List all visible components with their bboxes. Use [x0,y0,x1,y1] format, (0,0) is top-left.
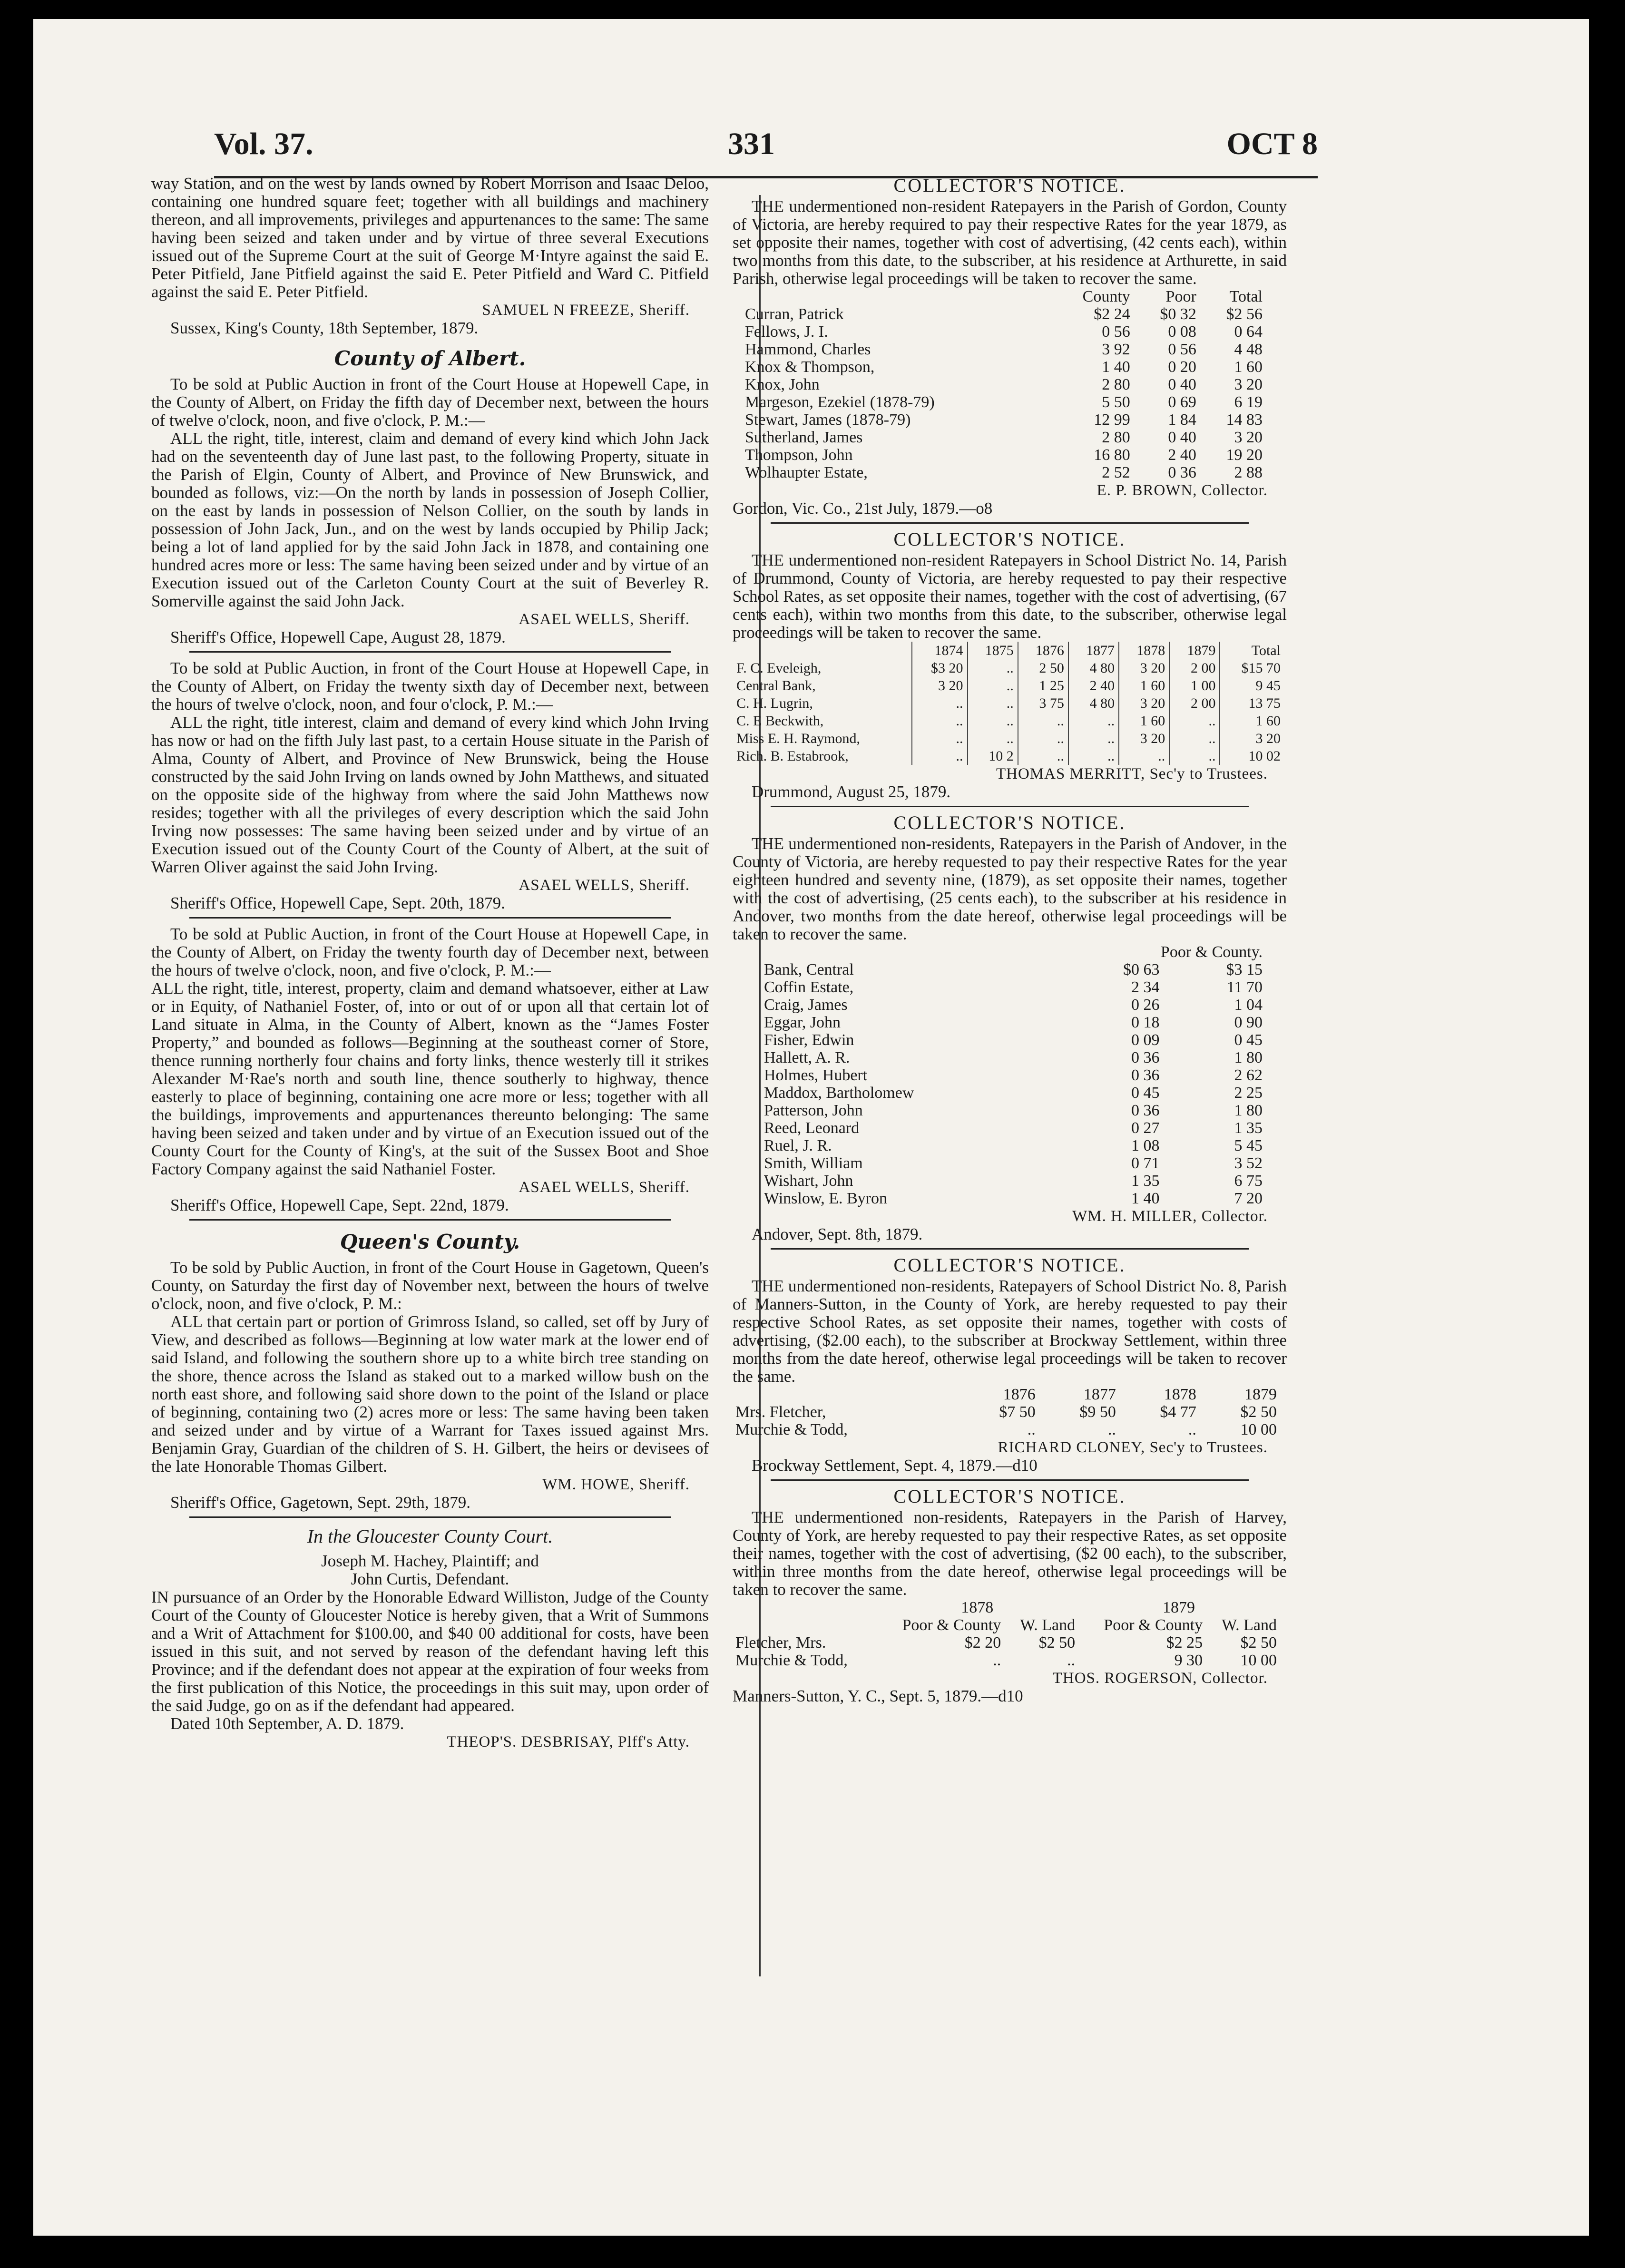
table-row [733,677,1284,694]
table-row [761,1014,1265,1031]
albert-notice-1-signature: ASAEL WELLS, Sheriff. [519,611,690,628]
table-cell: 1 25 [1018,677,1068,694]
table-row [733,694,1284,712]
table-cell: 0 36 [1131,1102,1160,1119]
table-cell: 2 40 [1068,677,1119,694]
table-cell: 4 48 [1234,341,1263,358]
ratepayer-name: Wishart, John [764,1172,853,1190]
table-cell: 1 04 [1234,996,1263,1014]
table-cell: 2 25 [1234,1084,1263,1102]
table-cell: 0 90 [1234,1014,1263,1031]
ratepayer-name: F. C. Eveleigh, [736,660,822,676]
table-cell: $3 20 [912,659,967,677]
table-cell: 1 60 [1220,712,1284,730]
albert-notice-2-place: Sheriff's Office, Hopewell Cape, Sept. 20th, 1879. [170,894,505,912]
page-header [214,126,1318,171]
collector-notice-3-body: THE undermentioned non-residents, Ratepayers in the Parish of Andover, in the County of Victoria, are hereby requested to pay their respective Rates for the year eighteen hundred and seventy nine, (1879), as set opposite their names, together with the cost of advertising, (25 cents each), to the subscriber at his residence in Andover, two months from the date hereof, otherwise legal proceedings will be taken to recover the same. [733,834,1287,943]
ratepayer-name: Knox, John [745,376,820,393]
collector-notice-3-title: COLLECTOR'S NOTICE. [893,812,1126,833]
table-row [761,1031,1265,1049]
table-cell: $4 77 [1160,1403,1196,1421]
table-cell: $15 70 [1220,659,1284,677]
table-header-row [733,1386,1280,1403]
table-cell: 2 00 [1169,694,1220,712]
table-cell: .. [1018,730,1068,747]
table-cell: .. [968,677,1018,694]
table-cell: .. [1169,747,1220,765]
table-cell: $3 15 [1226,961,1263,978]
table-cell: 1 08 [1131,1137,1160,1154]
table-cell: .. [1107,1421,1116,1438]
table-cell: 0 08 [1168,323,1196,341]
ratepayer-name: Maddox, Bartholomew [764,1084,914,1102]
table-row [742,429,1265,446]
table-cell: 2 80 [1102,429,1130,446]
albert-notice-1-place: Sheriff's Office, Hopewell Cape, August 28, 1879. [170,628,506,646]
separator-rule [189,651,671,653]
table-row [742,358,1265,376]
separator-rule [771,522,1249,524]
table-cell: 0 40 [1168,429,1196,446]
collector-notice-4-body: THE undermentioned non-residents, Ratepayers of School District No. 8, Parish of Manners-Sutton, in the County of York, are hereby requested to pay their respective School Rates, as set opposite their names, together with costs of advertising, ($2.00 each), to the subscriber at Brockway Settlement, within three months from the date hereof, otherwise legal proceedings will be taken to recover the same. [733,1277,1287,1386]
table-cell: 3 75 [1018,694,1068,712]
table-cell: 0 64 [1234,323,1263,341]
table-cell: 9 30 [1174,1652,1203,1669]
queens-notice-body: ALL that certain part or portion of Grimross Island, so called, set off by Jury of View, and described as follows—Beginning at low water mark at the lower end of said Island, and following the southern shore up to a white birch tree standing on the shore, thence across the Island as staked out to a marked willow bush on the north east shore, and following said shore down to the point of the Island or place of beginning, containing two (2) acres more or less: The same having been taken and seized under and by virtue of a Warrant for Taxes issued against Mrs. Benjamin Gray, Guardian of the children of S. H. Gilbert, the heirs or devisees of the late Honorable Thomas Gilbert. [151,1312,709,1476]
table-cell: 0 09 [1131,1031,1160,1049]
drummond-rates-table [733,642,1284,765]
year-header: 1878 [961,1599,994,1616]
table-cell: 2 62 [1234,1066,1263,1084]
table-cell: .. [968,694,1018,712]
ratepayer-name: Fellows, J. I. [745,323,828,341]
table-cell: $2 50 [1038,1634,1076,1652]
ratepayer-name: Thompson, John [745,446,853,464]
table-cell: 6 19 [1234,393,1263,411]
table-header-row [761,943,1265,961]
table-cell: 5 50 [1102,393,1130,411]
table-cell: 3 20 [1234,429,1263,446]
table-row [742,446,1265,464]
table-cell: 4 80 [1068,694,1119,712]
ratepayer-name: Rich. B. Estabrook, [736,748,849,764]
table-cell: 9 45 [1220,677,1284,694]
collector-notice-3-place: Andover, Sept. 8th, 1879. [752,1225,923,1243]
table-row [733,659,1284,677]
table-cell: .. [993,1652,1001,1669]
table-cell: 10 2 [968,747,1018,765]
ratepayer-name: Holmes, Hubert [764,1066,868,1084]
table-cell: 3 20 [1119,694,1169,712]
table-cell: 3 20 [1119,659,1169,677]
ratepayer-name: Murchie & Todd, [735,1652,848,1669]
court-defendant: John Curtis, Defendant. [351,1570,509,1588]
table-row [742,305,1265,323]
albert-notice-3-signature: ASAEL WELLS, Sheriff. [519,1179,690,1196]
column-header: 1875 [968,642,1018,659]
collector-notice-2-signature: THOMAS MERRITT, Sec'y to Trustees. [996,765,1268,782]
table-year-row [733,1599,1280,1616]
table-cell: 13 75 [1220,694,1284,712]
table-cell: 1 40 [1131,1190,1160,1207]
albert-notice-2-body: ALL the right, title interest, claim and demand of every kind which John Irving has now or had on the fifth July last past, to a certain House situate in the Parish of Alma, County of Albert, and Province of New Brunswick, being the House constructed by the said John Irving on lands owned by John Matthews, and situated on the opposite side of the highway from where the said John Matthews now resides; together with all the privileges of every description which the said John Irving now possesses: The same having been seized under and by virtue of an Execution issued out of the County Court of the County of Albert, at the suit of Warren Oliver against the said John Irving. [151,713,709,876]
collector-notice-1-body: THE undermentioned non-resident Ratepayers in the Parish of Gordon, County of Victoria, are hereby required to pay their respective Rates for the year 1879, as set opposite their names, together with cost of advertising, (42 cents each), within two months from this date, to the subscriber, at his residence at Arthurette, in said Parish, otherwise legal proceedings will be taken to recover the same. [733,197,1287,288]
column-header: 1876 [1003,1386,1036,1403]
table-cell: .. [912,730,967,747]
court-plaintiff: Joseph M. Hachey, Plaintiff; and [321,1552,539,1570]
table-cell: .. [1018,747,1068,765]
collector-notice-2-body: THE undermentioned non-resident Ratepayers in School District No. 14, Parish of Drummond, County of Victoria, are hereby requested to pay their respective School Rates, as set opposite their names, together with the cost of advertising, (67 cents each), within two months from this date, to the subscriber, otherwise legal proceedings will be taken to recover the same. [733,551,1287,642]
separator-rule [771,806,1249,807]
table-cell: 0 45 [1234,1031,1263,1049]
ratepayer-name: Mrs. Fletcher, [735,1403,826,1421]
table-cell: 3 52 [1234,1154,1263,1172]
table-cell: 1 80 [1234,1102,1263,1119]
ratepayer-name: Curran, Patrick [745,305,844,323]
ratepayer-name: Bank, Central [764,961,854,978]
table-cell: .. [912,712,967,730]
table-cell: 19 20 [1226,446,1263,464]
table-cell: .. [1119,747,1169,765]
table-cell: 0 27 [1131,1119,1160,1137]
manners-sutton-rates-table [733,1386,1280,1438]
table-cell: 2 80 [1102,376,1130,393]
table-cell: 14 83 [1226,411,1263,429]
albert-notice-2-signature: ASAEL WELLS, Sheriff. [519,877,690,894]
table-row [761,1190,1265,1207]
table-cell: .. [1169,712,1220,730]
table-cell: 1 40 [1102,358,1130,376]
albert-notice-1-body: ALL the right, title, interest, claim and demand of every kind which John Jack had on the seventeenth day of June last past, to the following Property, situate in the Parish of Elgin, County of Albert, and Province of New Brunswick, and bounded as follows, viz:—On the north by lands in possession of Joseph Collier, on the east by lands in possession of Nelson Collier, on the south by lands in possession of John Jack, Jun., and on the west by lands occupied by Philip Jack; being a lot of land applied for by the said John Jack in 1878, and containing one hundred acres more or less: The same having been seized under and by virtue of an Execution issued out of the Carleton County Court at the suit of Beverley R. Somerville against the said John Jack. [151,429,709,610]
column-header: 1874 [912,642,967,659]
table-cell: $2 50 [1240,1634,1277,1652]
table-cell: $9 50 [1079,1403,1116,1421]
table-cell: 1 60 [1119,712,1169,730]
ratepayer-name: Coffin Estate, [764,978,854,996]
court-heading: In the Gloucester County Court. [307,1525,553,1547]
table-cell: $2 50 [1240,1403,1277,1421]
table-cell: .. [968,730,1018,747]
table-cell: 0 36 [1131,1049,1160,1066]
table-row [742,341,1265,358]
table-cell: .. [968,659,1018,677]
collector-notice-5-place: Manners-Sutton, Y. C., Sept. 5, 1879.—d10 [733,1687,1023,1705]
ratepayer-name: Fletcher, Mrs. [735,1634,826,1652]
table-cell: 4 80 [1068,659,1119,677]
column-header: 1877 [1068,642,1119,659]
table-row [761,961,1265,978]
column-header: 1879 [1244,1386,1277,1403]
table-cell: .. [1027,1421,1036,1438]
andover-rates-table [761,943,1265,1207]
table-row [733,1403,1280,1421]
table-cell: 7 20 [1234,1190,1263,1207]
collector-notice-5-signature: THOS. ROGERSON, Collector. [1052,1670,1268,1687]
collector-notice-3-signature: WM. H. MILLER, Collector. [1072,1208,1268,1225]
separator-rule [189,1219,671,1221]
ratepayer-name: Smith, William [764,1154,863,1172]
table-row [733,747,1284,765]
column-header: W. Land [1222,1616,1277,1634]
table-row [742,464,1265,481]
column-header: 1878 [1164,1386,1196,1403]
table-cell: 2 40 [1168,446,1196,464]
volume-number: Vol. 37. [214,127,313,161]
ratepayer-name: Fisher, Edwin [764,1031,854,1049]
table-cell: 5 45 [1234,1137,1263,1154]
column-header: 1878 [1119,642,1169,659]
table-cell: 0 18 [1131,1014,1160,1031]
table-cell: .. [1169,730,1220,747]
table-cell: 0 69 [1168,393,1196,411]
collector-notice-5-title: COLLECTOR'S NOTICE. [893,1486,1126,1507]
ratepayer-name: Miss E. H. Raymond, [736,731,861,746]
table-cell: 1 84 [1168,411,1196,429]
table-row [761,1154,1265,1172]
ratepayer-name: Reed, Leonard [764,1119,860,1137]
ratepayer-name: Hammond, Charles [745,341,871,358]
fragment-notice-text: way Station, and on the west by lands owned by Robert Morrison and Isaac Deloo, containing one hundred square feet; together with all buildings and machinery thereon, and all improvements, privileges and appurtenances to the same: The same having been seized and taken under and by virtue of three several Executions issued out of the Supreme Court at the suit of George M·Intyre against the said E. Peter Pitfield, Jane Pitfield against the said E. Peter Pitfield and Ward C. Pitfield against the said E. Peter Pitfield. [151,174,709,301]
table-header-row [733,642,1284,659]
table-cell: 2 34 [1131,978,1160,996]
table-cell: 3 20 [1234,376,1263,393]
table-cell: 2 00 [1169,659,1220,677]
table-cell: 11 70 [1226,978,1263,996]
table-cell: 1 60 [1119,677,1169,694]
table-cell: 0 56 [1102,323,1130,341]
collector-notice-2-title: COLLECTOR'S NOTICE. [893,528,1126,550]
table-cell: $2 20 [964,1634,1001,1652]
albert-notice-3-place: Sheriff's Office, Hopewell Cape, Sept. 22nd, 1879. [170,1196,509,1214]
gordon-rates-table [742,288,1265,481]
table-row [733,712,1284,730]
ratepayer-name: Craig, James [764,996,848,1014]
harvey-rates-table [733,1599,1280,1669]
ratepayer-name: Stewart, James (1878-79) [745,411,911,429]
table-cell: .. [912,694,967,712]
table-cell: .. [1067,1652,1076,1669]
table-cell: 1 80 [1234,1049,1263,1066]
table-cell: 6 75 [1234,1172,1263,1190]
table-row [742,323,1265,341]
table-row [742,411,1265,429]
table-row [761,1137,1265,1154]
table-cell: 1 60 [1234,358,1263,376]
table-cell: 0 45 [1131,1084,1160,1102]
table-cell: 0 36 [1131,1066,1160,1084]
table-cell: 3 20 [912,677,967,694]
separator-rule [189,917,671,919]
ratepayer-name: Patterson, John [764,1102,863,1119]
albert-notice-3-body: ALL the right, title, interest, property, claim and demand whatsoever, either at Law or in Equity, of Nathaniel Foster, of, into or out of or upon all that certain lot of Land situate in Alma, in the County of Albert, known as the “James Foster Property,” and bounded as follows—Beginning at the southeast corner of Store, thence running northerly four chains and forty links, thence westerly till it strikes Alexander M·Rae's north and south line, thence southerly to highway, thence easterly to place of beginning, containing one acre more or less; together with all the buildings, improvements and appurtenances thereunto belonging: The same having been seized and taken under and by virtue of an Execution issued out of the County Court for the County of King's, at the suit of the Sussex Boot and Shoe Factory Company against the said Nathaniel Foster. [151,979,709,1178]
right-column [733,175,1287,1705]
table-cell: 12 99 [1094,411,1130,429]
table-cell: .. [1188,1421,1196,1438]
collector-notice-4-place: Brockway Settlement, Sept. 4, 1879.—d10 [752,1456,1038,1475]
column-header: Total [1229,288,1263,305]
ratepayer-name: Wolhaupter Estate, [745,464,868,481]
table-cell: 0 20 [1168,358,1196,376]
table-row [761,1084,1265,1102]
table-cell: $7 50 [999,1403,1036,1421]
column-header: 1876 [1018,642,1068,659]
column-header: 1879 [1169,642,1220,659]
table-cell: 2 88 [1234,464,1263,481]
year-header: 1879 [1163,1599,1195,1616]
table-cell: .. [1068,747,1119,765]
queens-notice-signature: WM. HOWE, Sheriff. [542,1476,690,1493]
table-row [761,1119,1265,1137]
table-cell: .. [1018,712,1068,730]
table-cell: 0 36 [1168,464,1196,481]
table-header-row [733,1616,1280,1634]
table-cell: .. [1068,730,1119,747]
issue-date: OCT 8 [1226,127,1318,161]
table-cell: 0 71 [1131,1154,1160,1172]
table-cell: $0 63 [1123,961,1160,978]
table-row [761,1066,1265,1084]
column-header: Total [1220,642,1284,659]
table-cell: 0 26 [1131,996,1160,1014]
table-cell: 1 00 [1169,677,1220,694]
ratepayer-name: Hallett, A. R. [764,1049,850,1066]
table-cell: 0 40 [1168,376,1196,393]
table-row [761,996,1265,1014]
column-header: Poor & County [1104,1616,1203,1634]
column-header: County [1082,288,1130,305]
ratepayer-name: Ruel, J. R. [764,1137,832,1154]
table-row [742,376,1265,393]
table-cell: $2 56 [1226,305,1263,323]
ratepayer-name: Winslow, E. Byron [764,1190,887,1207]
table-cell: 10 00 [1240,1421,1277,1438]
court-notice-dated: Dated 10th September, A. D. 1879. [170,1714,404,1733]
collector-notice-1-signature: E. P. BROWN, Collector. [1096,482,1268,499]
collector-notice-1-place: Gordon, Vic. Co., 21st July, 1879.—o8 [733,499,993,518]
table-cell: 10 00 [1240,1652,1277,1669]
court-notice-body: IN pursuance of an Order by the Honorable Edward Williston, Judge of the County Court of the County of Gloucester Notice is hereby given, that a Writ of Summons and a Writ of Attachment for $100.00, and $40 00 additional for costs, have been issued in this suit, and not served by reason of the defendant having left this Province; and if the defendant does not appear at the expiration of four weeks from the first publication of this Notice, the proceedings in this suit may, upon order of the said Judge, go on as if the defendant had appeared. [151,1588,709,1715]
column-header: 1877 [1083,1386,1116,1403]
queens-county-heading: Queen's County. [340,1230,520,1253]
table-header-row [742,288,1265,305]
queens-notice-intro: To be sold by Public Auction, in front of the Court House in Gagetown, Queen's County, on Saturday the first day of November next, between the hours of twelve o'clock, noon, and five o'clock, P. M.: [151,1258,709,1313]
table-row [733,730,1284,747]
table-cell: 3 92 [1102,341,1130,358]
ratepayer-name: Knox & Thompson, [745,358,875,376]
albert-notice-1-intro: To be sold at Public Auction in front of the Court House at Hopewell Cape, in the County of Albert, on Friday the fifth day of December next, between the hours of twelve o'clock, noon, and five o'clock, P. M.:— [151,375,709,430]
collector-notice-5-body: THE undermentioned non-residents, Ratepayers in the Parish of Harvey, County of York, are hereby requested to pay their respective Rates, as set opposite their names, together with the cost of advertising, ($2 00 each), to the subscriber, within three months from the date hereof, otherwise legal proceedings will be taken to recover the same. [733,1508,1287,1599]
column-header: Poor & County. [1160,943,1263,961]
ratepayer-name: Margeson, Ezekiel (1878-79) [745,393,935,411]
column-header: Poor & County [902,1616,1001,1634]
table-cell: $2 24 [1094,305,1130,323]
ratepayer-name: Eggar, John [764,1014,841,1031]
table-cell: .. [912,747,967,765]
table-cell: .. [968,712,1018,730]
ratepayer-name: Murchie & Todd, [735,1421,848,1438]
fragment-signature: SAMUEL N FREEZE, Sheriff. [482,302,690,319]
page-number: 331 [728,127,775,161]
albert-notice-2-intro: To be sold at Public Auction, in front of the Court House at Hopewell Cape, in the County of Albert, on Friday the twenty sixth day of December next, between the hours of twelve o'clock, noon, and four o'clock, P. M.:— [151,659,709,714]
table-cell: $0 32 [1160,305,1196,323]
collector-notice-2-place: Drummond, August 25, 1879. [752,782,951,801]
table-row [761,1172,1265,1190]
queens-notice-place: Sheriff's Office, Gagetown, Sept. 29th, 1879. [170,1493,471,1512]
table-cell: 2 50 [1018,659,1068,677]
table-cell: 3 20 [1119,730,1169,747]
left-column [151,175,709,1751]
table-row [733,1634,1280,1652]
table-row [761,1102,1265,1119]
ratepayer-name: C. E Beckwith, [736,713,824,729]
collector-notice-4-title: COLLECTOR'S NOTICE. [893,1254,1126,1276]
table-cell: 16 80 [1094,446,1130,464]
table-cell: 3 20 [1220,730,1284,747]
ratepayer-name: Central Bank, [736,678,816,694]
separator-rule [771,1248,1249,1250]
table-cell: 0 56 [1168,341,1196,358]
table-cell: 1 35 [1131,1172,1160,1190]
column-header: Poor [1165,288,1196,305]
table-row [733,1652,1280,1669]
table-row [761,1049,1265,1066]
county-albert-heading: County of Albert. [334,347,526,370]
collector-notice-1-title: COLLECTOR'S NOTICE. [893,175,1126,196]
albert-notice-3-intro: To be sold at Public Auction, in front of the Court House at Hopewell Cape, in the County of Albert, on Friday the twenty fourth day of December next, between the hours of twelve o'clock, noon, and five o'clock, P. M.:— [151,925,709,979]
collector-notice-4-signature: RICHARD CLONEY, Sec'y to Trustees. [998,1439,1268,1456]
column-header: W. Land [1020,1616,1076,1634]
table-row [742,393,1265,411]
fragment-place: Sussex, King's County, 18th September, 1879. [170,319,479,337]
separator-rule [189,1516,671,1518]
table-cell: 10 02 [1220,747,1284,765]
table-cell: $2 25 [1166,1634,1203,1652]
court-notice-signature: THEOP'S. DESBRISAY, Plff's Atty. [447,1733,690,1750]
ratepayer-name: Sutherland, James [745,429,863,446]
table-cell: 1 35 [1234,1119,1263,1137]
table-row [733,1421,1280,1438]
ratepayer-name: C. H. Lugrin, [736,695,813,711]
table-row [761,978,1265,996]
table-cell: .. [1068,712,1119,730]
table-cell: 2 52 [1102,464,1130,481]
separator-rule [771,1479,1249,1481]
